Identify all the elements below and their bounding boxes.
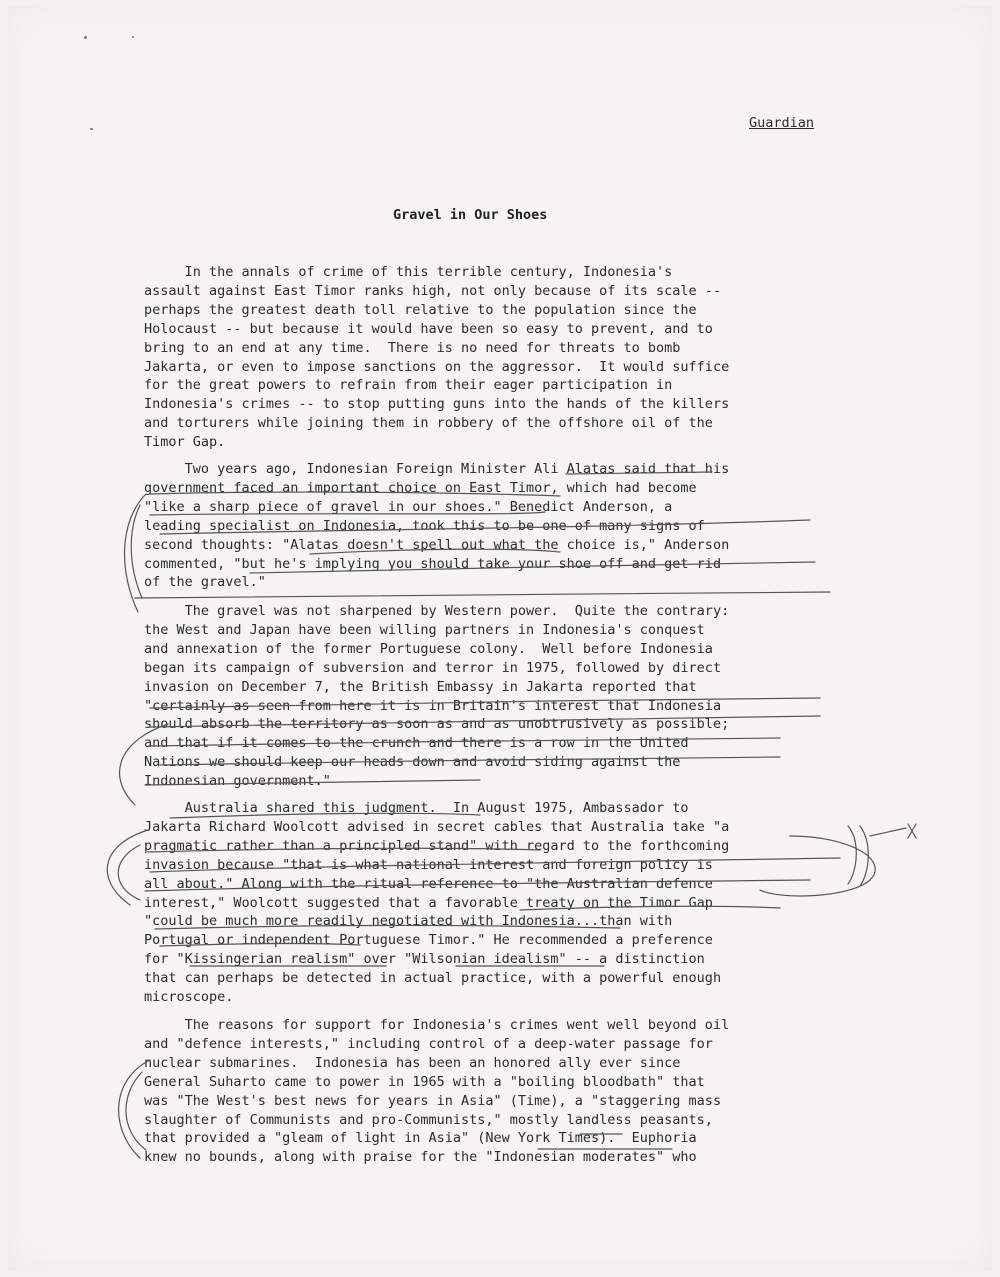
paragraph-5: The reasons for support for Indonesia's crimes went well beyond oil and "defence interests," including control of a deep-water passage for nuclear submarines. Indonesia has been an honored ally ever since General Suharto came to power in 1965 with a "boiling bloodbath" that was "The West's best news for years in Asia" (Time), a "staggering mass slaughter of Communists and pro-Communists," mostly landless peasants, that provided a "gleam of light in Asia" (New York Times). Euphoria knew no bounds, along with praise for the "Indonesian moderates" who: [144, 1017, 730, 1166]
paragraph-4: Australia shared this judgment. In August 1975, Ambassador to Jakarta Richard Woolcott advised in secret cables that Australia take "a pragmatic rather than a principled stand" with regard to the forthcoming invasion because "that is what national interest and foreign policy is all about." Along with the ritual reference to "the Australian defence interest," Woolcott suggested that a favorable treaty on the Timor Gap "could be much more readily negotiated with Indonesia...than with Portugal or independent Portuguese Timor." He recommended a preference for "Kissingerian realism" over "Wilsonian idealism" -- a distinction that can perhaps be detected in actual practice, with a powerful enough microscope.: [144, 800, 730, 1006]
paragraph-3: The gravel was not sharpened by Western power. Quite the contrary: the West and Japan have been willing partners in Indonesia's conquest and annexation of the former Portuguese colony. Well before Indonesia began its campaign of subversion and terror in 1975, followed by direct invasion on December 7, the British Embassy in Jakarta reported that "certainly as seen from here it is in Britain's interest that Indonesia should absorb the territory as soon as and as unobtrusively as possible; and that if it comes to the crunch and there is a row in the United Nations we should keep our heads down and avoid siding against the Indonesian government.": [144, 603, 730, 790]
paragraph-1: In the annals of crime of this terrible century, Indonesia's assault against East Timor ranks high, not only because of its scale -- perhaps the greatest death toll relative to the population since the Holocaust -- but because it would have been so easy to prevent, and to bring to an end at any time. There is no need for threats to bomb Jakarta, or even to impose sanctions on the aggressor. It would suffice for the great powers to refrain from their eager participation in Indonesia's crimes -- to stop putting guns into the hands of the killers and torturers while joining them in robbery of the offshore oil of the Timor Gap.: [144, 264, 730, 451]
publication-header: Guardian: [749, 115, 815, 131]
paragraph-2: Two years ago, Indonesian Foreign Minister Ali Alatas said that his government faced an important choice on East Timor, which had become "like a sharp piece of gravel in our shoes." Benedict Anderson, a leading specialist on Indonesia, took this to be one of many signs of second thoughts: "Alatas doesn't spell out what the choice is," Anderson commented, "but he's implying you should take your shoe off and get rid of the gravel.": [144, 461, 730, 591]
article-title: Gravel in Our Shoes: [393, 207, 548, 223]
